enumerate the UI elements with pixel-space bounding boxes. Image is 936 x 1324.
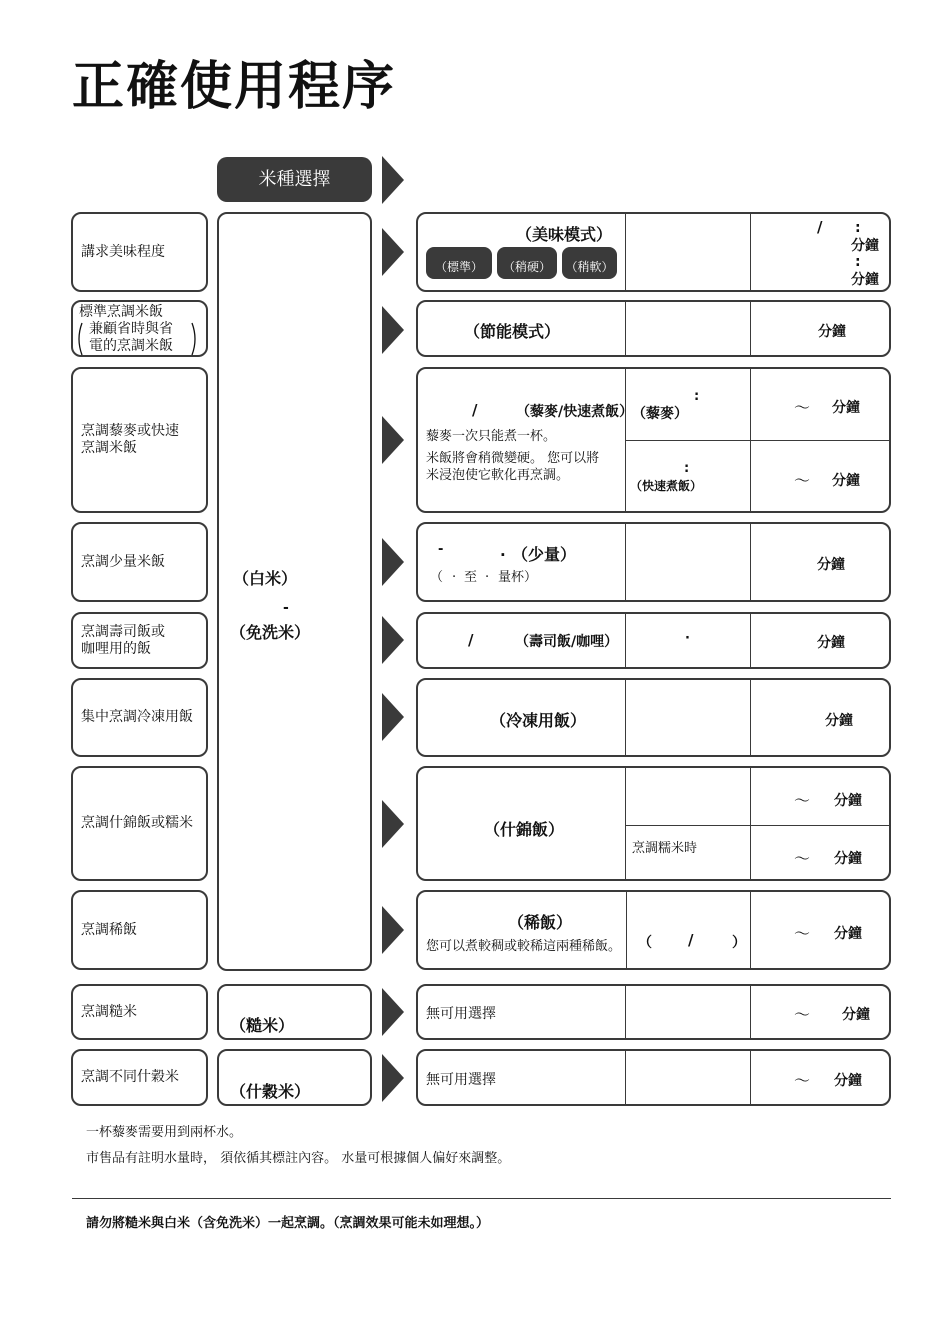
rice-wash-free-mark: - xyxy=(283,600,289,616)
label-sushi xyxy=(71,612,208,669)
time-porridge-tilde: ～ xyxy=(794,924,811,943)
water-quinoa: （藜麥） xyxy=(632,406,688,422)
time-tasty-min2: 分鐘 xyxy=(851,272,879,288)
label-eco-paren-left xyxy=(75,322,83,356)
func-porridge-mode: （稀飯） xyxy=(508,913,573,932)
func-small-range-open: （ xyxy=(430,570,444,585)
func-quinoa-mode: （藜麥/快速煮飯） xyxy=(516,404,634,420)
label-small-text: 烹調少量米飯 xyxy=(81,553,165,570)
water-sushi-dot: · xyxy=(685,631,690,646)
func-porridge-note: 您可以煮較稠或較稀這兩種稀飯。 xyxy=(426,939,622,954)
label-sushi-l1: 烹調壽司飯或 xyxy=(81,623,165,640)
page-title: 正確使用程序 xyxy=(72,57,397,117)
time-mixed-tilde2: ～ xyxy=(794,849,811,868)
time-mixed-tilde1: ～ xyxy=(794,791,811,810)
label-mixed xyxy=(71,766,208,881)
arrow-grains xyxy=(382,1054,404,1102)
pill-tasty-hard: （稍硬） xyxy=(497,247,557,279)
water-quick: （快速煮飯） xyxy=(630,479,703,493)
label-quinoa-l1: 烹調藜麥或快速 xyxy=(81,423,179,439)
label-tasty-text: 講求美味程度 xyxy=(81,243,165,260)
label-eco xyxy=(71,300,208,357)
arrow-tasty xyxy=(382,228,404,276)
row-small xyxy=(416,522,891,602)
time-grains-min: 分鐘 xyxy=(834,1073,862,1089)
header-bar xyxy=(416,157,891,202)
row-grains xyxy=(416,1049,891,1106)
func-mixed-mode: （什錦飯） xyxy=(484,820,565,839)
label-eco-l1: 標準烹調米飯 xyxy=(79,304,163,320)
label-tasty xyxy=(71,212,208,292)
header-cook-time xyxy=(749,157,891,202)
label-eco-l3: 電的烹調米飯 xyxy=(89,338,173,354)
func-small-range-dot2: . xyxy=(485,566,490,581)
time-frozen: 分鐘 xyxy=(825,713,853,729)
func-small-mode: （少量） xyxy=(512,545,577,564)
row-brown xyxy=(416,984,891,1040)
time-quick-tilde: ～ xyxy=(794,471,811,490)
water-porridge-close: ） xyxy=(732,935,746,951)
rice-wash-free: （免洗米） xyxy=(230,623,311,642)
row-porridge xyxy=(416,890,891,970)
water-porridge-open: （ xyxy=(638,935,652,951)
time-brown-tilde: ～ xyxy=(794,1005,811,1024)
func-small-dot: . xyxy=(500,542,506,560)
func-tasty-mode: （美味模式） xyxy=(516,225,613,244)
func-small-range-dot1: . xyxy=(452,566,457,581)
row-tasty xyxy=(416,212,891,292)
rice-white-box xyxy=(217,212,372,971)
time-brown-min: 分鐘 xyxy=(842,1007,870,1023)
label-brown xyxy=(71,984,208,1040)
label-porridge-text: 烹調稀飯 xyxy=(81,921,137,938)
time-small: 分鐘 xyxy=(817,557,845,573)
arrow-brown xyxy=(382,988,404,1036)
time-quinoa-min: 分鐘 xyxy=(832,400,860,416)
func-small-range-unit: 量杯） xyxy=(498,570,538,585)
water-quick-colon: : xyxy=(684,461,690,476)
label-quinoa xyxy=(71,367,208,513)
note-2: 市售品有註明水量時， 須依循其標註內容。 水量可根據個人偏好來調整。 xyxy=(86,1151,511,1166)
row-eco xyxy=(416,300,891,357)
label-sushi-l2: 咖哩用的飯 xyxy=(81,640,151,657)
arrow-small xyxy=(382,538,404,586)
header-function-select: 功能選擇 xyxy=(416,157,625,202)
func-small-range-to: 至 xyxy=(464,570,478,585)
label-frozen-text: 集中烹調冷凍用飯 xyxy=(81,709,193,725)
label-grains-text: 烹調不同什穀米 xyxy=(81,1069,179,1085)
header-cook-time-l2: （大約） xyxy=(784,177,856,199)
rice-brown: （糙米） xyxy=(230,1016,295,1035)
label-quinoa-l2: 烹調米飯 xyxy=(81,440,137,456)
water-mixed-glutinous: 烹調糯米時 xyxy=(632,841,698,856)
func-sushi-slash: / xyxy=(468,631,474,649)
label-eco-paren-right xyxy=(191,322,199,356)
time-porridge-min: 分鐘 xyxy=(834,926,862,942)
label-eco-l2: 兼顧省時與省 xyxy=(89,321,173,337)
row-quinoa xyxy=(416,367,891,513)
arrow-header xyxy=(382,156,404,204)
arrow-quinoa xyxy=(382,416,404,464)
time-tasty-colon1: : xyxy=(855,220,861,236)
rice-white: （白米） xyxy=(233,569,298,588)
label-porridge xyxy=(71,890,208,970)
pill-tasty-soft: （稍軟） xyxy=(562,247,617,279)
header-cook-time-l1: 烹調時間 xyxy=(784,159,856,181)
func-grains-none: 無可用選擇 xyxy=(426,1072,496,1088)
func-quinoa-slash: / xyxy=(472,401,478,419)
pill-tasty-std: （標準） xyxy=(426,247,492,279)
func-small-dash: - xyxy=(438,542,444,557)
row-sushi xyxy=(416,612,891,669)
water-porridge-slash: / xyxy=(688,931,694,949)
arrow-frozen xyxy=(382,693,404,741)
arrow-sushi xyxy=(382,616,404,664)
label-brown-text: 烹調糙米 xyxy=(81,1003,137,1020)
header-water-line: 水位線 xyxy=(625,157,749,202)
time-eco: 分鐘 xyxy=(818,324,846,340)
time-mixed-min1: 分鐘 xyxy=(834,793,862,809)
time-tasty-colon2: : xyxy=(855,254,861,270)
time-quick-min: 分鐘 xyxy=(832,473,860,489)
time-tasty-slash: / xyxy=(817,218,823,236)
note-1: 一杯藜麥需要用到兩杯水。 xyxy=(86,1125,243,1140)
time-mixed-min2: 分鐘 xyxy=(834,851,862,867)
row-mixed xyxy=(416,766,891,881)
arrow-eco xyxy=(382,306,404,354)
rice-brown-box xyxy=(217,984,372,1040)
row-frozen xyxy=(416,678,891,757)
func-quinoa-note3: 米浸泡使它軟化再烹調。 xyxy=(426,468,570,483)
func-eco-mode: （節能模式） xyxy=(464,322,561,341)
time-sushi: 分鐘 xyxy=(817,635,845,651)
func-brown-none: 無可用選擇 xyxy=(426,1006,496,1022)
func-quinoa-note2: 米飯將會稍微變硬。 您可以將 xyxy=(426,451,600,466)
time-grains-tilde: ～ xyxy=(794,1071,811,1090)
warning-note: 請勿將糙米與白米（含免洗米）一起烹調。（烹調效果可能未如理想。） xyxy=(86,1216,490,1231)
label-grains xyxy=(71,1049,208,1106)
divider xyxy=(72,1198,891,1199)
header-rice-select: 米種選擇 xyxy=(217,157,372,202)
label-frozen xyxy=(71,678,208,757)
time-quinoa-tilde: ～ xyxy=(794,398,811,417)
func-frozen-mode: （冷凍用飯） xyxy=(490,711,587,730)
arrow-mixed xyxy=(382,800,404,848)
time-tasty-min1: 分鐘 xyxy=(851,238,879,254)
func-sushi-mode: （壽司飯/咖哩） xyxy=(515,634,619,650)
rice-grains: （什穀米） xyxy=(230,1082,311,1101)
rice-grains-box xyxy=(217,1049,372,1106)
water-quinoa-colon: : xyxy=(694,389,700,404)
arrow-porridge xyxy=(382,906,404,954)
func-quinoa-note1: 藜麥一次只能煮一杯。 xyxy=(426,429,557,444)
label-small xyxy=(71,522,208,602)
label-mixed-text: 烹調什錦飯或糯米 xyxy=(81,815,193,831)
